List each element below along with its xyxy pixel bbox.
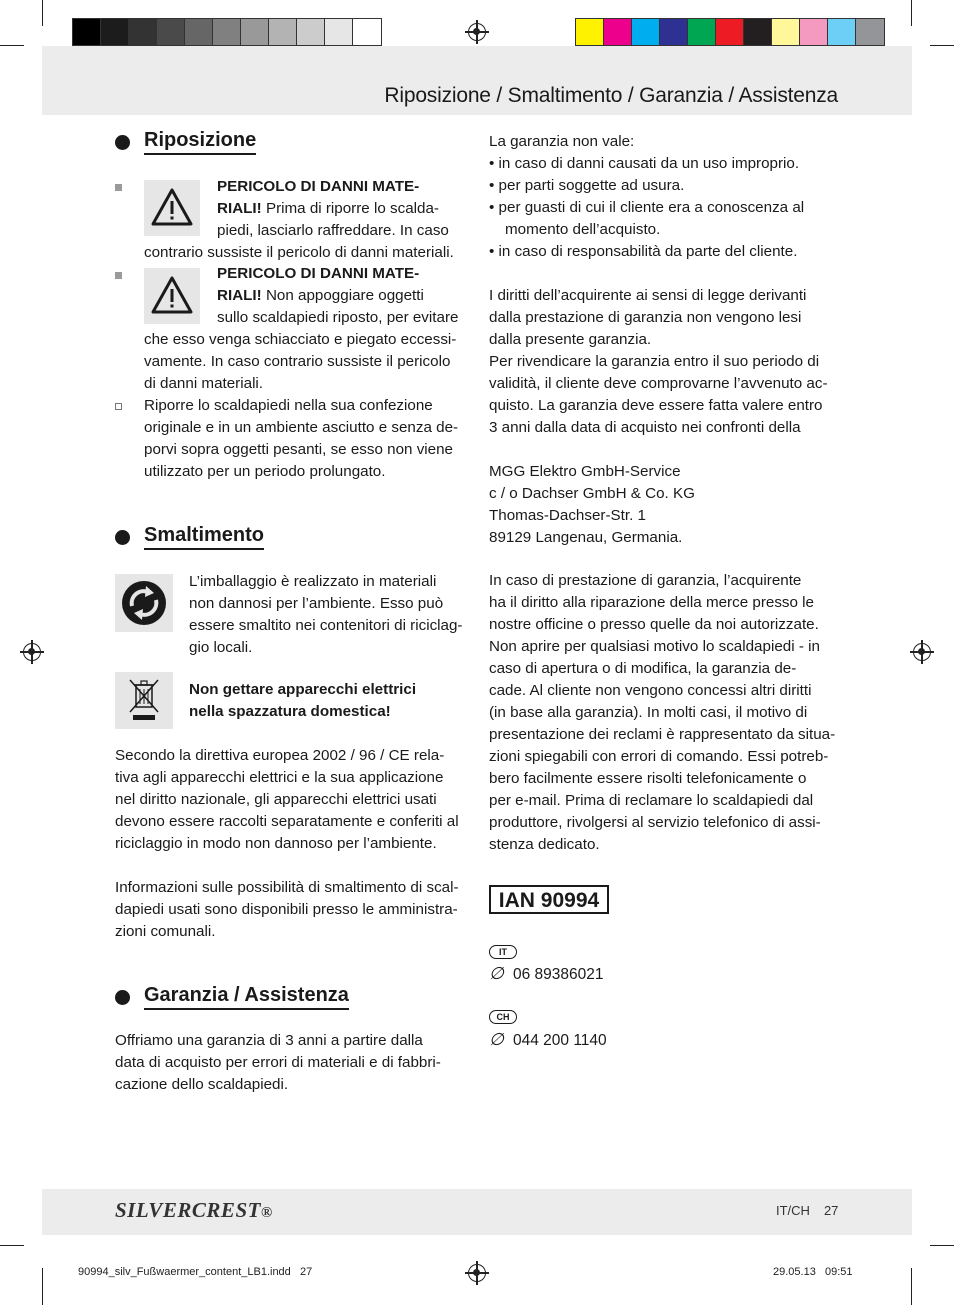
crop-mark xyxy=(42,0,43,26)
color-swatch xyxy=(632,19,660,45)
color-swatch xyxy=(213,19,241,45)
color-swatch xyxy=(660,19,688,45)
color-swatch xyxy=(800,19,828,45)
recycling-green-dot-icon xyxy=(115,574,173,632)
color-swatch xyxy=(772,19,800,45)
warning-text-2-cont: che esso venga schiacciato e piegato eccessi- vamente. In caso contrario sussiste il pericolo di danni materiali. xyxy=(144,331,457,392)
crop-mark xyxy=(911,1268,912,1305)
step-checkbox-icon xyxy=(115,403,122,410)
crop-mark xyxy=(930,1245,954,1246)
rights-text: I diritti dell’acquirente ai sensi di legge derivanti dalla prestazione di garanzia non vengono lesi dalla presente garanzia. Per rivendicare la garanzia entro il suo periodo di validità, il cliente deve comprovarne l’avvenuto ac- quisto. La garanzia deve essere fatta valere entro 3 anni dalla data di acquisto nei confronti della xyxy=(489,287,828,436)
country-badge-ch: CH xyxy=(489,1010,517,1024)
color-swatch xyxy=(856,19,884,45)
color-swatch xyxy=(297,19,325,45)
service-text: In caso di prestazione di garanzia, l’acquirente ha il diritto alla riparazione della merce presso le nostre officine o presso quelle da noi autorizzate. Non aprire per qualsiasi motivo lo scaldapiedi - in caso di apertura o di modifica, la garanzia de- cade. Al cliente non vengono concessi altri diritti (in base alla garanzia). In molti casi, il motivo di presentazione dei reclami è rappresentato da situa- zioni spiegabili con errori di comando. Essi potreb- bero facilmente essere risolti telefonicamente o per e-mail. Prima di reclamare lo scaldapiedi dal produttore, rivolgersi al servizio telefonico di assi- stenza dedicato. xyxy=(489,572,836,853)
color-swatch xyxy=(353,19,381,45)
warranty-exclusions: La garanzia non vale: • in caso di danni causati da un uso improprio. • per parti soggette ad usura. • per guasti di cui il cliente era a conoscenza al momento dell’acquisto. • in caso di responsabilità da parte del cliente. xyxy=(489,133,805,260)
color-swatch xyxy=(744,19,772,45)
color-swatch xyxy=(101,19,129,45)
list-square-icon xyxy=(115,272,122,279)
registration-mark-icon xyxy=(23,643,41,661)
color-swatch xyxy=(185,19,213,45)
page-number: 27 xyxy=(823,1203,839,1218)
process-color-bar xyxy=(575,18,885,46)
color-swatch xyxy=(269,19,297,45)
ian-number-box: IAN 90994 xyxy=(489,885,609,914)
print-slug-date: 29.05.13 09:51 xyxy=(773,1266,853,1278)
warning-text-2: PERICOLO DI DANNI MATE- RIALI! Non appoggiare oggetti sullo scaldapiedi riposto, per evitare xyxy=(217,265,459,326)
directive-text: Secondo la direttiva europea 2002 / 96 / CE rela- tiva agli apparecchi elettrici e la sua applicazione nel diritto nazionale, gli apparecchi elettrici usati devono essere raccolti separatamente e conferiti al riciclaggio in modo non dannoso per l’ambiente. xyxy=(115,747,459,852)
color-swatch xyxy=(604,19,632,45)
color-swatch xyxy=(129,19,157,45)
registration-mark-icon xyxy=(913,643,931,661)
storage-instruction: Riporre lo scaldapiedi nella sua confezione originale e in un ambiente asciutto e senza de- porvi sopra oggetti pesanti, se esso non viene utilizzato per un periodo prolungato. xyxy=(144,397,459,480)
list-square-icon xyxy=(115,184,122,191)
phone-ch: ∅ 044 200 1140 xyxy=(489,1030,607,1049)
crop-mark xyxy=(911,0,912,26)
color-swatch xyxy=(73,19,101,45)
color-swatch xyxy=(828,19,856,45)
color-swatch xyxy=(157,19,185,45)
bullet-dot-icon xyxy=(115,135,130,150)
warranty-intro-text: Offriamo una garanzia di 3 anni a partire dalla data di acquisto per errori di materiali e di fabbri- cazione dello scaldapiedi. xyxy=(115,1032,441,1093)
warning-triangle-icon xyxy=(144,180,200,236)
packaging-text: L’imballaggio è realizzato in materiali non dannosi per l’ambiente. Esso può essere smaltito nei contenitori di riciclag- gio locali. xyxy=(189,573,463,656)
grayscale-color-bar xyxy=(72,18,382,46)
crossed-out-bin-icon xyxy=(115,672,173,729)
disposal-info-text: Informazioni sulle possibilità di smaltimento di scal- dapiedi usati sono disponibili presso le amministra- zioni comunali. xyxy=(115,879,459,940)
locale-label: IT/CH xyxy=(776,1203,810,1218)
silvercrest-logo: SILVERCREST® xyxy=(115,1198,273,1222)
bullet-dot-icon xyxy=(115,530,130,545)
color-swatch xyxy=(716,19,744,45)
crop-mark xyxy=(0,1245,24,1246)
weee-warning-text: Non gettare apparecchi elettrici nella spazzatura domestica! xyxy=(189,681,417,720)
color-swatch xyxy=(688,19,716,45)
bullet-dot-icon xyxy=(115,990,130,1005)
registration-mark-icon xyxy=(468,23,486,41)
crop-mark xyxy=(42,1268,43,1305)
phone-it: ∅ 06 89386021 xyxy=(489,964,604,983)
phone-icon: ∅ xyxy=(489,964,504,983)
warning-text-1-cont: contrario sussiste il pericolo di danni materiali. xyxy=(144,244,454,261)
crop-mark xyxy=(0,45,24,46)
warning-triangle-icon xyxy=(144,268,200,324)
crop-mark xyxy=(930,45,954,46)
page-title: Riposizione / Smaltimento / Garanzia / Assistenza xyxy=(384,84,838,107)
page-info xyxy=(776,1203,838,1218)
country-badge-it: IT xyxy=(489,945,517,959)
print-slug-file: 90994_silv_Fußwaermer_content_LB1.indd 27 xyxy=(78,1266,313,1278)
service-address: MGG Elektro GmbH-Service c / o Dachser GmbH & Co. KG Thomas-Dachser-Str. 1 89129 Langenau, Germania. xyxy=(489,463,695,546)
warning-text-1: PERICOLO DI DANNI MATE- RIALI! Prima di riporre lo scalda- piedi, lasciarlo raffreddare. In caso xyxy=(217,178,449,239)
color-swatch xyxy=(576,19,604,45)
color-swatch xyxy=(241,19,269,45)
phone-icon: ∅ xyxy=(489,1030,504,1049)
color-swatch xyxy=(325,19,353,45)
registration-mark-icon xyxy=(468,1264,486,1282)
